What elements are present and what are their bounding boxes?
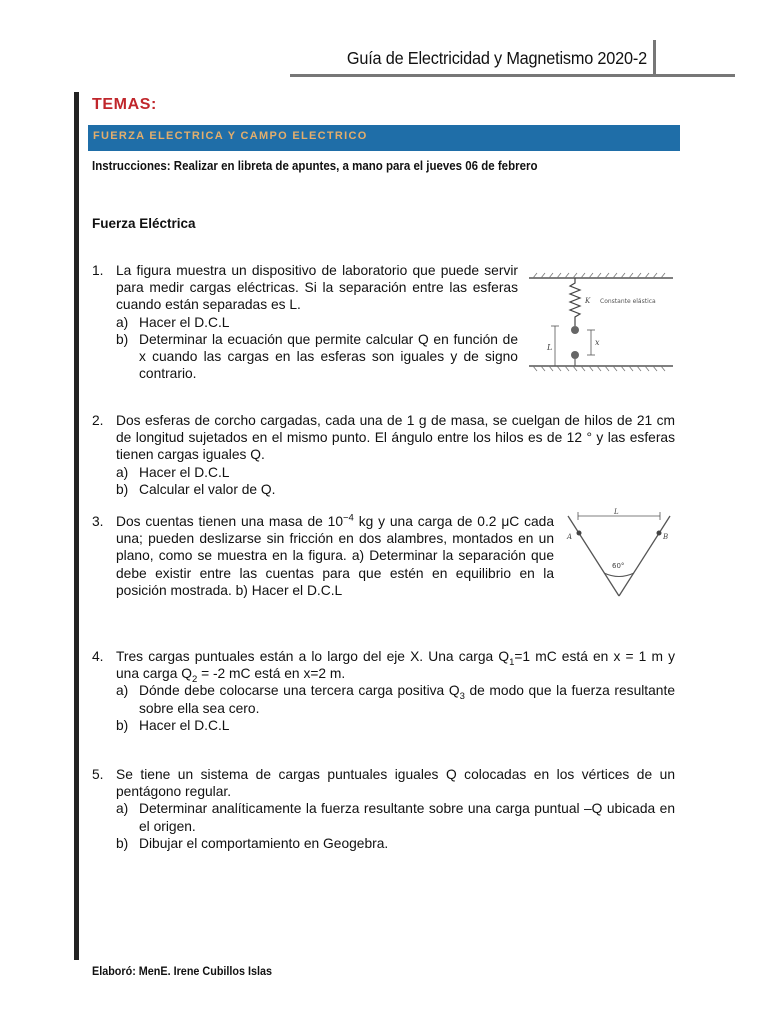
left-margin-bar bbox=[74, 92, 79, 960]
subscript: 2 bbox=[191, 673, 198, 685]
subitem-a bbox=[116, 314, 518, 331]
problem-text-part: = -2 mC está en x=2 m. bbox=[197, 666, 346, 682]
subscript: 1 bbox=[509, 656, 515, 668]
subitem-text: Hacer el D.C.L bbox=[139, 314, 230, 330]
problem-number: 4. bbox=[92, 649, 104, 664]
subitem-text bbox=[139, 683, 675, 715]
problem-number: 3. bbox=[92, 514, 104, 529]
subitem-label: b) bbox=[116, 331, 129, 347]
subitem-text: Determinar la ecuación que permite calcular Q en función de x cuando las cargas en las esferas son iguales y de signo contrario. bbox=[139, 331, 518, 382]
subitem-text: Calcular el valor de Q. bbox=[139, 481, 276, 497]
problem-text-part: Tres cargas puntuales están a lo largo del eje X. Una carga Q bbox=[116, 649, 510, 664]
problem-text: La figura muestra un dispositivo de laboratorio que puede servir para medir cargas eléctricas. Si la separación entre las esferas cuando están separadas es L. bbox=[116, 263, 518, 313]
subitem-text-part: de modo que la fuerza resultante sobre ella sea cero. bbox=[139, 683, 675, 716]
figure-label-l: L bbox=[614, 508, 619, 516]
figure-label-a: A bbox=[567, 533, 573, 541]
problem-text bbox=[116, 648, 675, 685]
problem-number: 5. bbox=[92, 767, 104, 782]
subitem-text: Hacer el D.C.L bbox=[139, 464, 230, 480]
problem-number: 2. bbox=[92, 413, 104, 428]
subitem-b bbox=[116, 835, 675, 852]
topics-heading: TEMAS: bbox=[92, 96, 157, 113]
header-divider bbox=[653, 40, 656, 76]
exponent: −4 bbox=[343, 512, 354, 524]
problem-text: Dos esferas de corcho cargadas, cada una de 1 g de masa, se cuelgan de hilos de 21 cm de longitud sujetados en el mismo punto. El ángulo entre los hilos es de 12 ° y las esferas tienen cargas iguales Q. bbox=[116, 413, 675, 463]
section-title: FUERZA ELECTRICA Y CAMPO ELECTRICO bbox=[93, 130, 368, 142]
subitem-a bbox=[116, 800, 675, 834]
figure-label-l: L bbox=[547, 343, 553, 352]
problem-text-part: =1 mC está en x = 1 m y una carga Q bbox=[116, 649, 675, 682]
subitem-b bbox=[116, 481, 675, 498]
subitem-label: a) bbox=[116, 464, 129, 480]
document-title: Guía de Electricidad y Magnetismo 2020-2 bbox=[346, 48, 647, 68]
spring-apparatus-figure bbox=[525, 270, 675, 380]
subitem-b bbox=[116, 717, 675, 734]
section-banner bbox=[88, 125, 680, 151]
subitem-label: b) bbox=[116, 835, 129, 851]
subitem-b bbox=[116, 331, 518, 383]
figure-label-angle: 60° bbox=[612, 562, 625, 570]
problem-text: Se tiene un sistema de cargas puntuales iguales Q colocadas en los vértices de un pentágono regular. bbox=[116, 767, 675, 800]
wires-beads-figure bbox=[564, 506, 674, 601]
problem-text bbox=[116, 513, 554, 599]
subitem-label: a) bbox=[116, 314, 129, 330]
header-rule bbox=[290, 74, 735, 77]
subtitle: Fuerza Eléctrica bbox=[92, 216, 196, 231]
footer-author: Elaboró: MenE. Irene Cubillos Islas bbox=[92, 964, 273, 978]
subitem-label: b) bbox=[116, 717, 129, 733]
subitem-a bbox=[116, 682, 675, 716]
subitem-label: a) bbox=[116, 683, 129, 699]
subitem-text: Determinar analíticamente la fuerza resultante sobre una carga puntual –Q ubicada en el origen. bbox=[139, 801, 675, 834]
figure-label-k: K bbox=[585, 297, 591, 305]
instructions: Instrucciones: Realizar en libreta de apuntes, a mano para el jueves 06 de febrero bbox=[92, 159, 538, 173]
subitem-label: b) bbox=[116, 481, 129, 497]
subitem-text: Hacer el D.C.L bbox=[139, 717, 230, 733]
figure-label-b: B bbox=[663, 533, 669, 541]
problem-text-part: Dos cuentas tienen una masa de 10 bbox=[116, 514, 343, 529]
problem-number: 1. bbox=[92, 263, 104, 278]
subitem-text-part: Dónde debe colocarse una tercera carga positiva Q bbox=[139, 683, 460, 699]
figure-note: Constante elástica bbox=[600, 298, 656, 305]
figure-label-x: x bbox=[595, 338, 600, 347]
subscript: 3 bbox=[459, 691, 465, 703]
subitem-a bbox=[116, 464, 675, 481]
subitem-text: Dibujar el comportamiento en Geogebra. bbox=[139, 835, 389, 851]
subitem-label: a) bbox=[116, 801, 129, 817]
problem-text-part: kg y una carga de 0.2 μC cada una; pueden deslizarse sin fricción en dos alambres, montados en un plano, como se muestra en la figura. a) Determinar la separación que debe existir entre las cuentas para que estén en equilibrio en la posición mostrada. b) Hacer el D.C.L bbox=[116, 514, 554, 598]
